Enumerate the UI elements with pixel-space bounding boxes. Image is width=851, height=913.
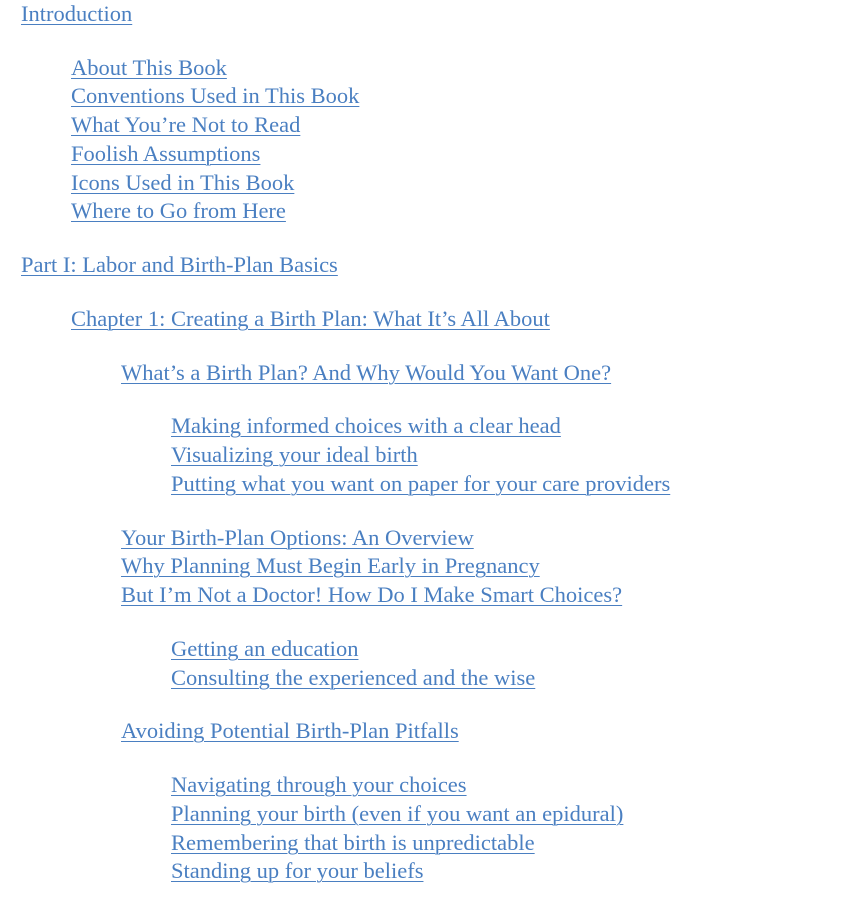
- toc-link-standing-up[interactable]: Standing up for your beliefs: [171, 858, 424, 883]
- toc-link-whats-a-birth-plan[interactable]: What’s a Birth Plan? And Why Would You Want One?: [121, 360, 612, 385]
- toc-link-where-to-go[interactable]: Where to Go from Here: [71, 198, 286, 223]
- toc-link-informed-choices[interactable]: Making informed choices with a clear head: [171, 413, 561, 438]
- toc-link-introduction[interactable]: Introduction: [21, 1, 133, 26]
- toc-link-getting-education[interactable]: Getting an education: [171, 636, 359, 661]
- toc-link-part-1[interactable]: Part I: Labor and Birth-Plan Basics: [21, 252, 338, 277]
- toc-link-icons-used[interactable]: Icons Used in This Book: [71, 170, 295, 195]
- toc-link-visualizing-birth[interactable]: Visualizing your ideal birth: [171, 442, 418, 467]
- toc-link-chapter-1[interactable]: Chapter 1: Creating a Birth Plan: What It’s All About: [71, 306, 550, 331]
- toc-link-planning-epidural[interactable]: Planning your birth (even if you want an epidural): [171, 801, 624, 826]
- toc-link-consulting-experienced[interactable]: Consulting the experienced and the wise: [171, 665, 536, 690]
- toc-link-conventions[interactable]: Conventions Used in This Book: [71, 83, 360, 108]
- toc-link-not-a-doctor[interactable]: But I’m Not a Doctor! How Do I Make Smart Choices?: [121, 582, 623, 607]
- toc-link-navigating-choices[interactable]: Navigating through your choices: [171, 772, 467, 797]
- toc-link-about-this-book[interactable]: About This Book: [71, 55, 227, 80]
- toc-link-birth-unpredictable[interactable]: Remembering that birth is unpredictable: [171, 830, 535, 855]
- toc-link-foolish-assumptions[interactable]: Foolish Assumptions: [71, 141, 261, 166]
- toc-link-planning-early[interactable]: Why Planning Must Begin Early in Pregnancy: [121, 553, 540, 578]
- toc-link-what-not-to-read[interactable]: What You’re Not to Read: [71, 112, 301, 137]
- toc-link-birth-plan-options[interactable]: Your Birth-Plan Options: An Overview: [121, 525, 474, 550]
- toc-link-avoiding-pitfalls[interactable]: Avoiding Potential Birth-Plan Pitfalls: [121, 718, 459, 743]
- toc-link-putting-on-paper[interactable]: Putting what you want on paper for your care providers: [171, 471, 671, 496]
